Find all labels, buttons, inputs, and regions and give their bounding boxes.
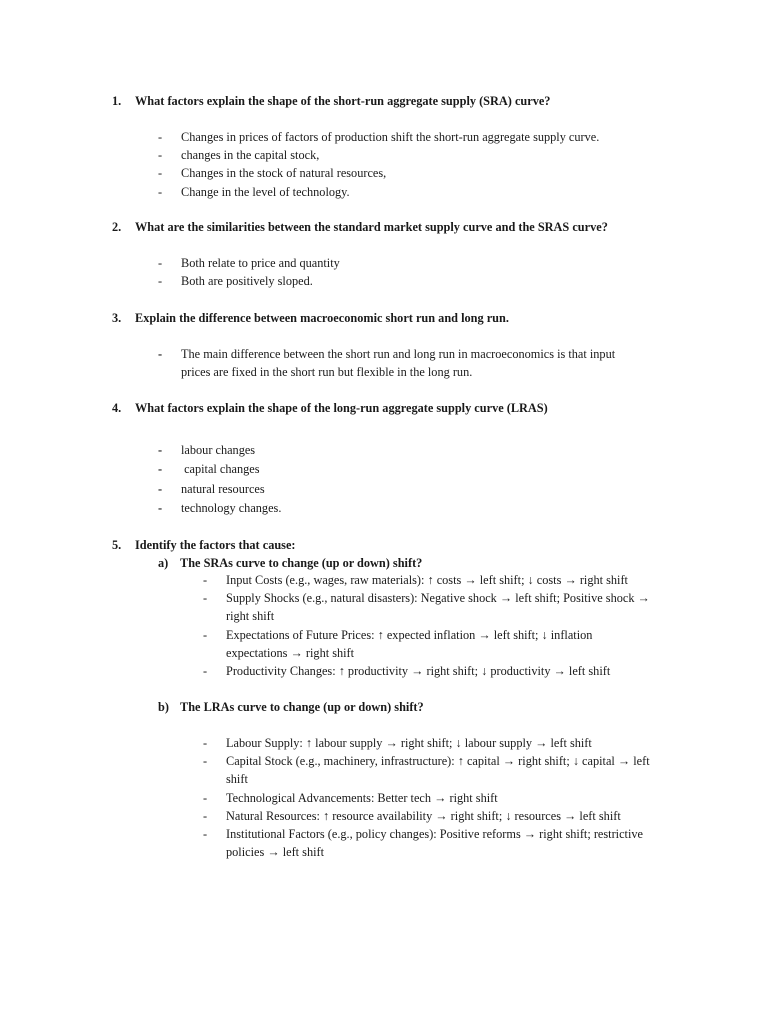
part-letter: a) xyxy=(158,556,169,570)
answer-list-5a xyxy=(203,571,650,680)
list-item-continuation: expectations → right shift xyxy=(226,645,355,660)
list-item-continuation: policies → left shift xyxy=(226,845,325,860)
list-item: - Institutional Factors (e.g., policy changes): Positive reforms → right shift; restrictive xyxy=(203,827,643,842)
question-text: What factors explain the shape of the short-run aggregate supply (SRA) curve? xyxy=(135,94,551,108)
list-item: - Capital Stock (e.g., machinery, infrastructure): ↑ capital → right shift; ↓ capital → left xyxy=(203,754,650,769)
answer-list-5b xyxy=(203,734,650,861)
question-number: 5. xyxy=(112,538,122,552)
question-2 xyxy=(112,218,712,236)
part-text: The LRAs curve to change (up or down) shift? xyxy=(180,700,424,714)
list-item-continuation: shift xyxy=(226,772,248,787)
list-item: - Both are positively sloped. xyxy=(158,274,313,289)
list-item: - Input Costs (e.g., wages, raw materials): ↑ costs → left shift; ↓ costs → right shift xyxy=(203,573,628,587)
list-item: - capital changes xyxy=(158,462,260,477)
question-text: Explain the difference between macroeconomic short run and long run. xyxy=(135,311,509,325)
question-text: What factors explain the shape of the long-run aggregate supply curve (LRAS) xyxy=(135,401,548,415)
question-number: 4. xyxy=(112,401,122,415)
question-1 xyxy=(112,92,712,110)
list-item: - Labour Supply: ↑ labour supply → right shift; ↓ labour supply → left shift xyxy=(203,736,592,750)
question-5b xyxy=(158,698,424,716)
list-item: - labour changes xyxy=(158,443,256,457)
list-item-continuation: prices are fixed in the short run but flexible in the long run. xyxy=(181,365,473,380)
question-5a xyxy=(158,554,422,572)
part-text: The SRAs curve to change (up or down) shift? xyxy=(180,556,423,570)
question-number: 2. xyxy=(112,220,122,234)
list-item: - Changes in prices of factors of production shift the short-run aggregate supply curve. xyxy=(158,130,600,144)
question-text: What are the similarities between the standard market supply curve and the SRAS curve? xyxy=(135,220,608,234)
question-4 xyxy=(112,399,712,417)
list-item: - Supply Shocks (e.g., natural disasters): Negative shock → left shift; Positive shock → xyxy=(203,591,650,606)
list-item: - Natural Resources: ↑ resource availability → right shift; ↓ resources → left shift xyxy=(203,808,621,823)
list-item: - Productivity Changes: ↑ productivity → right shift; ↓ productivity → left shift xyxy=(203,664,611,679)
question-number: 3. xyxy=(112,311,122,325)
list-item: - Change in the level of technology. xyxy=(158,184,350,199)
part-letter: b) xyxy=(158,700,169,714)
question-5 xyxy=(112,536,712,554)
answer-list-1 xyxy=(158,128,600,201)
list-item: - Technological Advancements: Better tech → right shift xyxy=(203,790,498,805)
answer-list-4 xyxy=(158,441,282,519)
list-item: - Changes in the stock of natural resources, xyxy=(158,166,387,181)
list-item: - Both relate to price and quantity xyxy=(158,256,340,270)
list-item: - The main difference between the short run and long run in macroeconomics is that input xyxy=(158,347,616,361)
list-item: - Expectations of Future Prices: ↑ expected inflation → left shift; ↓ inflation xyxy=(203,627,593,642)
answer-list-3 xyxy=(158,345,616,381)
list-item: - changes in the capital stock, xyxy=(158,148,320,163)
question-text: Identify the factors that cause: xyxy=(135,538,296,552)
question-number: 1. xyxy=(112,94,122,108)
question-3 xyxy=(112,309,712,327)
list-item: - technology changes. xyxy=(158,501,282,516)
answer-list-2 xyxy=(158,254,340,290)
list-item: - natural resources xyxy=(158,481,265,496)
list-item-continuation: right shift xyxy=(226,609,275,624)
